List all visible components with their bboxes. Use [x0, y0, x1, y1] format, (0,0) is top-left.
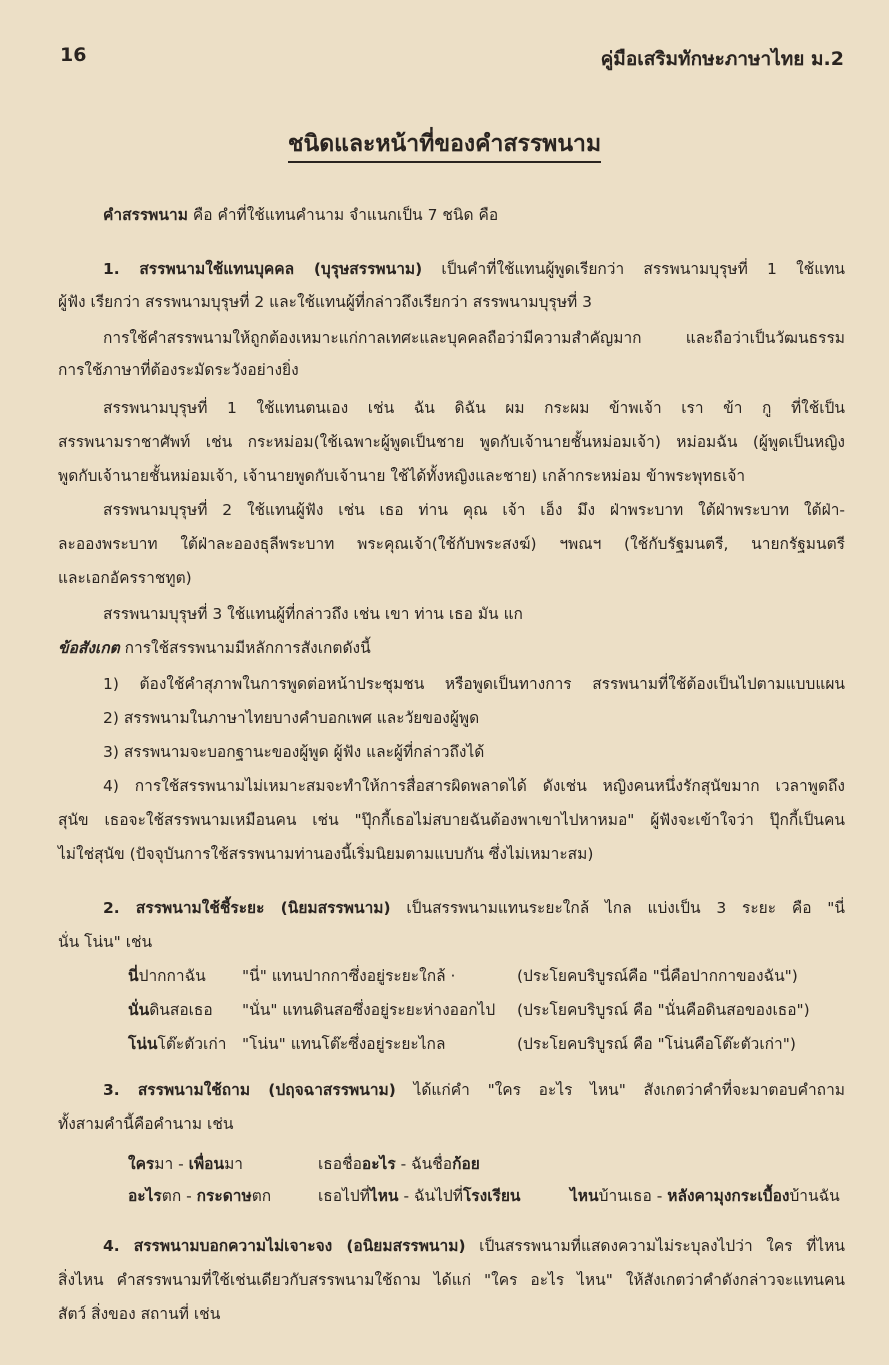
s1-p2-line2: การใช้ภาษาที่ต้องระมัดระวังอย่างยิ่ง: [58, 361, 299, 379]
note-heading: ข้อสังเกต การใช้สรรพนามมีหลักการสังเกตดังนี้: [58, 639, 371, 657]
s1-p4-line3: และเอกอัครราชทูต): [58, 569, 192, 587]
s4-line3: สัตว์ สิ่งของ สถานที่ เช่น: [58, 1305, 221, 1323]
page-header: [60, 44, 844, 74]
note-item-3: 3) สรรพนามจะบอกฐานะของผู้พูด ผู้ฟัง และผู้ที่กล่าวถึงได้: [103, 743, 485, 761]
s4-line1: 4. สรรพนามบอกความไม่เจาะจง (อนิยมสรรพนาม) เป็นสรรพนามที่แสดงความไม่ระบุลงไปว่า ใคร ที่ไหน: [103, 1237, 845, 1255]
s1-p4-line1: สรรพนามบุรุษที่ 2 ใช้แทนผู้ฟัง เช่น เธอ ท่าน คุณ เจ้า เอ็ง มึง ฝ่าพระบาท ใต้ฝ่าพระบาท ใต้ฝ่า-: [103, 501, 845, 519]
intro-line: คำสรรพนาม คือ คำที่ใช้แทนคำนาม จำแนกเป็น 7 ชนิด คือ: [103, 206, 499, 224]
note-item-2: 2) สรรพนามในภาษาไทยบางคำบอกเพศ และวัยของผู้พูด: [103, 709, 480, 727]
book-title: คู่มือเสริมทักษะภาษาไทย ม.2: [600, 48, 844, 70]
s1-p3-line2: สรรพนามราชาศัพท์ เช่น กระหม่อม(ใช้เฉพาะผู้พูดเป็นชาย พูดกับเจ้านายชั้นหม่อมเจ้า) หม่อมฉัน (ผู้พูดเป็นหญิง: [58, 433, 845, 451]
s2-line1: 2. สรรพนามใช้ชี้ระยะ (นิยมสรรพนาม) เป็นสรรพนามแทนระยะใกล้ ไกล แบ่งเป็น 3 ระยะ คือ "นี่: [103, 899, 845, 917]
s1-p4-line2: ละอองพระบาท ใต้ฝ่าละอองธุลีพระบาท พระคุณเจ้า(ใช้กับพระสงฆ์) ฯพณฯ (ใช้กับรัฐมนตรี, นายกรัฐมนตรี: [58, 535, 845, 553]
s1-p2-line1: การใช้คำสรรพนามให้ถูกต้องเหมาะแก่กาลเทศะและบุคคลถือว่ามีความสำคัญมาก และถือว่าเป็นวัฒนธรรม: [103, 329, 845, 347]
s1-p3-line3: พูดกับเจ้านายชั้นหม่อมเจ้า, เจ้านายพูดกับเจ้านาย ใช้ได้ทั้งหญิงและชาย) เกล้ากระหม่อม ข้าพระพุทธเจ้า: [58, 467, 746, 485]
page: 16 คู่มือเสริมทักษะภาษาไทย ม.2 ชนิดและหน้าที่ของคำสรรพนาม คำสรรพนาม คือ คำที่ใช้แทนคำนาม จำแนกเป็น 7 ชนิด คือ 1. สรรพนามใช้แทนบุคคล (บุรุษสรรพนาม) เป็นคำที่ใช้แทนผู้พูดเรียกว่า สรรพนามบุรุษที่ 1 ใช้แทน ผู้ฟัง เรียกว่า สรรพนามบุรุษที่ 2 และใช้แทนผู้ที่กล่าวถึงเรียกว่า สรรพนามบุรุษที่ 3 การใช้คำสรรพนามให้ถูกต้องเหมาะแก่กาลเทศะและบุคคลถือว่ามีความสำคัญมาก และถือว่าเป็นวัฒนธรรม การใช้ภาษาที่ต้องระมัดระวังอย่างยิ่ง สรรพนามบุรุษที่ 1 ใช้แทนตนเอง เช่น ฉัน ดิฉัน ผม กระผม ข้าพเจ้า เรา ข้า กู ที่ใช้เป็น สรรพนามราชาศัพท์ เช่น กระหม่อม(ใช้เฉพาะผู้พูดเป็นชาย พูดกับเจ้านายชั้นหม่อมเจ้า) หม่อมฉัน (ผู้พูดเป็นหญิง พูดกับเจ้านายชั้นหม่อมเจ้า, เจ้านายพูดกับเจ้านาย ใช้ได้ทั้งหญิงและชาย) เกล้ากระหม่อม ข้าพระพุทธเจ้า สรรพนามบุรุษที่ 2 ใช้แทนผู้ฟัง เช่น เธอ ท่าน คุณ เจ้า เอ็ง มึง ฝ่าพระบาท ใต้ฝ่าพระบาท ใต้ฝ่า- ละอองพระบาท ใต้ฝ่าละอองธุลีพระบาท พระคุณเจ้า(ใช้กับพระสงฆ์) ฯพณฯ (ใช้กับรัฐมนตรี, นายกรัฐมนตรี และเอกอัครราชทูต) สรรพนามบุรุษที่ 3 ใช้แทนผู้ที่กล่าวถึง เช่น เขา ท่าน เธอ มัน แก ข้อสังเกต การใช้สรรพนามมีหลักการสังเกตดังนี้ 1) ต้องใช้คำสุภาพในการพูดต่อหน้าประชุมชน หรือพูดเป็นทางการ สรรพนามที่ใช้ต้องเป็นไปตามแบบแผน 2) สรรพนามในภาษาไทยบางคำบอกเพศ และวัยของผู้พูด 3) สรรพนามจะบอกฐานะของผู้พูด ผู้ฟัง และผู้ที่กล่าวถึงได้ 4) การใช้สรรพนามไม่เหมาะสมจะทำให้การสื่อสารผิดพลาดได้ ดังเช่น หญิงคนหนึ่งรักสุนัขมาก เวลาพูดถึง สุนัข เธอจะใช้สรรพนามเหมือนคน เช่น "ปุ๊กกี้เธอไม่สบายฉันต้องพาเขาไปหาหมอ" ผู้ฟังจะเข้าใจว่า ปุ๊กกี้เป็นคน ไม่ใช่สุนัข (ปัจจุบันการใช้สรรพนามท่านองนี้เริ่มนิยมตามแบบกัน ซึ่งไม่เหมาะสม) 2. สรรพนามใช้ชี้ระยะ (นิยมสรรพนาม) เป็นสรรพนามแทนระยะใกล้ ไกล แบ่งเป็น 3 ระยะ คือ "นี่ นั่น โน่น" เช่น นี่ปากกาฉัน "นี่" แทนปากกาซึ่งอยู่ระยะใกล้ · (ประโยคบริบูรณ์คือ "นี่คือปากกาของฉัน") นั่นดินสอเธอ "นั่น" แทนดินสอซึ่งอยู่ระยะห่างออกไป (ประโยคบริบูรณ์ คือ "นั่นคือดินสอของเธอ") โน่นโต๊ะตัวเก่า "โน่น" แทนโต๊ะซึ่งอยู่ระยะไกล (ประโยคบริบูรณ์ คือ "โน่นคือโต๊ะตัวเก่า") 3. สรรพนามใช้ถาม (ปฤจฉาสรรพนาม) ได้แก่คำ "ใคร อะไร ไหน" สังเกตว่าคำที่จะมาตอบคำถาม ทั้งสามคำนี้คือคำนาม เช่น ใครมา - เพื่อนมา เธอชื่ออะไร - ฉันชื่อก้อย อะไรตก - กระดาษตก เธอไปที่ไหน - ฉันไปที่โรงเรียน ไหนบ้านเธอ - หลังคามุงกระเบื้องบ้านฉัน 4. สรรพนามบอกความไม่เจาะจง (อนิยมสรรพนาม) เป็นสรรพนามที่แสดงความไม่ระบุลงไปว่า ใคร ที่ไหน สิ่งไหน คำสรรพนามที่ใช้เช่นเดียวกับสรรพนามใช้ถาม ได้แก่ "ใคร อะไร ไหน" ให้สังเกตว่าคำดังกล่าวจะแทนคน สัตว์ สิ่งของ สถานที่ เช่น: [0, 0, 889, 1365]
note-item-1: 1) ต้องใช้คำสุภาพในการพูดต่อหน้าประชุมชน หรือพูดเป็นทางการ สรรพนามที่ใช้ต้องเป็นไปตามแบบแผน: [103, 675, 845, 693]
s1-p3-line1: สรรพนามบุรุษที่ 1 ใช้แทนตนเอง เช่น ฉัน ดิฉัน ผม กระผม ข้าพเจ้า เรา ข้า กู ที่ใช้เป็น: [103, 399, 845, 417]
s2-line2: นั่น โน่น" เช่น: [58, 933, 153, 951]
s3-line2: ทั้งสามคำนี้คือคำนาม เช่น: [58, 1115, 234, 1133]
note-item-4-line3: ไม่ใช่สุนัข (ปัจจุบันการใช้สรรพนามท่านองนี้เริ่มนิยมตามแบบกัน ซึ่งไม่เหมาะสม): [58, 845, 594, 863]
s3-line1: 3. สรรพนามใช้ถาม (ปฤจฉาสรรพนาม) ได้แก่คำ "ใคร อะไร ไหน" สังเกตว่าคำที่จะมาตอบคำถาม: [103, 1081, 845, 1099]
note-item-4-line1: 4) การใช้สรรพนามไม่เหมาะสมจะทำให้การสื่อสารผิดพลาดได้ ดังเช่น หญิงคนหนึ่งรักสุนัขมาก เวลาพูดถึง: [103, 777, 845, 795]
page-title: ชนิดและหน้าที่ของคำสรรพนาม: [0, 126, 889, 162]
s4-line2: สิ่งไหน คำสรรพนามที่ใช้เช่นเดียวกับสรรพนามใช้ถาม ได้แก่ "ใคร อะไร ไหน" ให้สังเกตว่าคำดังกล่าวจะแทนคน: [58, 1271, 845, 1289]
s1-line2: ผู้ฟัง เรียกว่า สรรพนามบุรุษที่ 2 และใช้แทนผู้ที่กล่าวถึงเรียกว่า สรรพนามบุรุษที่ 3: [58, 293, 593, 311]
page-number: 16: [60, 44, 87, 66]
s1-p5-line1: สรรพนามบุรุษที่ 3 ใช้แทนผู้ที่กล่าวถึง เช่น เขา ท่าน เธอ มัน แก: [103, 605, 523, 623]
s1-line1: 1. สรรพนามใช้แทนบุคคล (บุรุษสรรพนาม) เป็นคำที่ใช้แทนผู้พูดเรียกว่า สรรพนามบุรุษที่ 1 ใช้แทน: [103, 260, 845, 278]
note-item-4-line2: สุนัข เธอจะใช้สรรพนามเหมือนคน เช่น "ปุ๊กกี้เธอไม่สบายฉันต้องพาเขาไปหาหมอ" ผู้ฟังจะเข้าใจว่า ปุ๊กกี้เป็นคน: [58, 811, 845, 829]
